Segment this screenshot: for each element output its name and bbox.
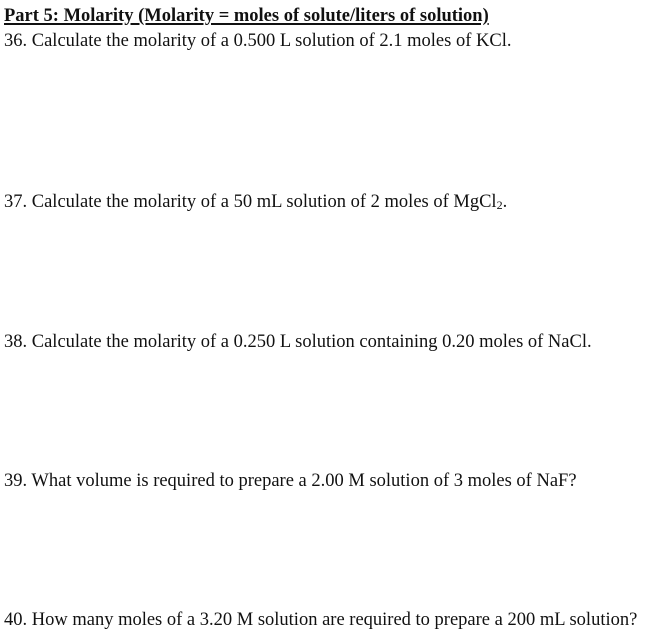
question-number: 38. [4, 332, 28, 352]
question-37 [4, 190, 507, 215]
question-text: Calculate the molarity of a 0.250 L solution containing 0.20 moles of NaCl. [31, 332, 592, 352]
question-number: 36. [4, 31, 28, 51]
question-text: How many moles of a 3.20 M solution are required to prepare a 200 mL solution? [31, 610, 638, 630]
question-text: What volume is required to prepare a 2.00 M solution of 3 moles of NaF? [31, 471, 577, 491]
question-36 [4, 29, 511, 53]
question-number: 39. [4, 471, 28, 491]
question-39 [4, 469, 577, 493]
question-number: 37. [4, 192, 28, 212]
formula-subscript: 2 [496, 198, 503, 212]
question-text-main: Calculate the molarity of a 50 mL solution of 2 moles of MgCl [31, 192, 497, 212]
question-text: Calculate the molarity of a 0.500 L solution of 2.1 moles of KCl. [31, 31, 512, 51]
question-40 [4, 608, 637, 632]
question-number: 40. [4, 610, 28, 630]
section-heading: Part 5: Molarity (Molarity = moles of solute/liters of solution) [4, 6, 489, 26]
question-text-end: . [502, 192, 508, 212]
question-38 [4, 330, 592, 354]
question-text [32, 192, 507, 212]
